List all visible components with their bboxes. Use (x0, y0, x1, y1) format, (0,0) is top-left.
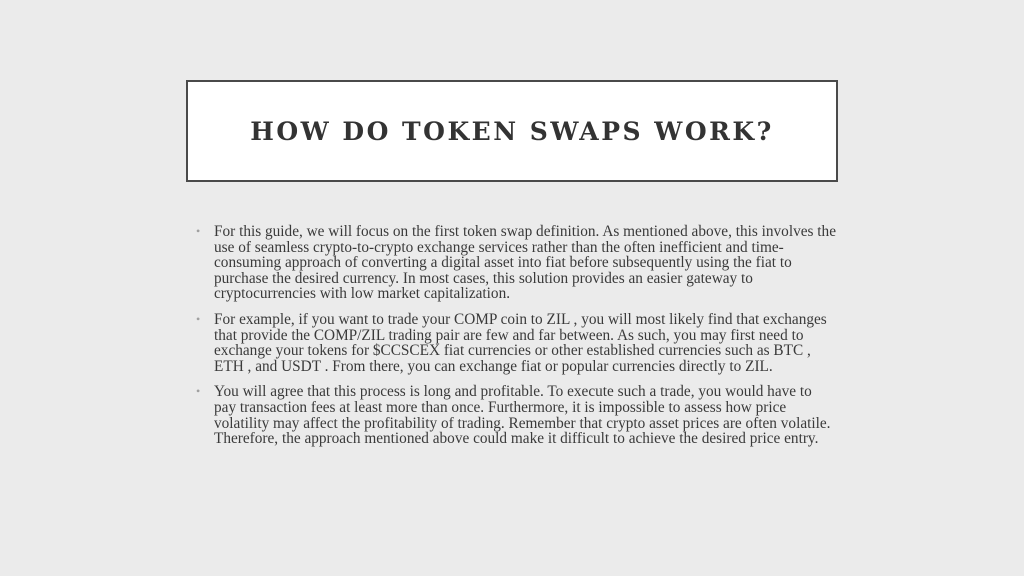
bullet-text-1: For this guide, we will focus on the first token swap definition. As mentioned above, this involves the use of seamless crypto-to-crypto exchange services rather than the often inefficient and time-consuming approach of converting a digital asset into fiat before subsequently using the fiat to purchase the desired currency. In most cases, this solution provides an easier gateway to cryptocurrencies with low market capitalization. (214, 223, 836, 303)
bullet-text-2: For example, if you want to trade your COMP coin to ZIL , you will most likely find that exchanges that provide the COMP/ZIL trading pair are few and far between. As such, you may first need to exchange your tokens for $CCSCEX fiat currencies or other established currencies such as BTC , ETH , and USDT . From there, you can exchange fiat or popular currencies directly to ZIL. (214, 310, 827, 375)
bullet-item-3 (196, 384, 836, 446)
bullet-icon: • (196, 384, 201, 399)
bullet-list (196, 224, 836, 457)
bullet-item-2 (196, 312, 836, 374)
slide-title: HOW DO TOKEN SWAPS WORK? (250, 116, 774, 146)
bullet-text-3: You will agree that this process is long and profitable. To execute such a trade, you would have to pay transaction fees at least more than once. Furthermore, it is impossible to assess how price volatility may affect the profitability of trading. Remember that crypto asset prices are often volatile. Therefore, the approach mentioned above could make it difficult to achieve the desired price entry. (214, 383, 831, 448)
title-box (186, 80, 838, 182)
bullet-icon: • (196, 224, 201, 238)
bullet-item-1 (196, 224, 836, 302)
bullet-icon: • (196, 311, 201, 326)
